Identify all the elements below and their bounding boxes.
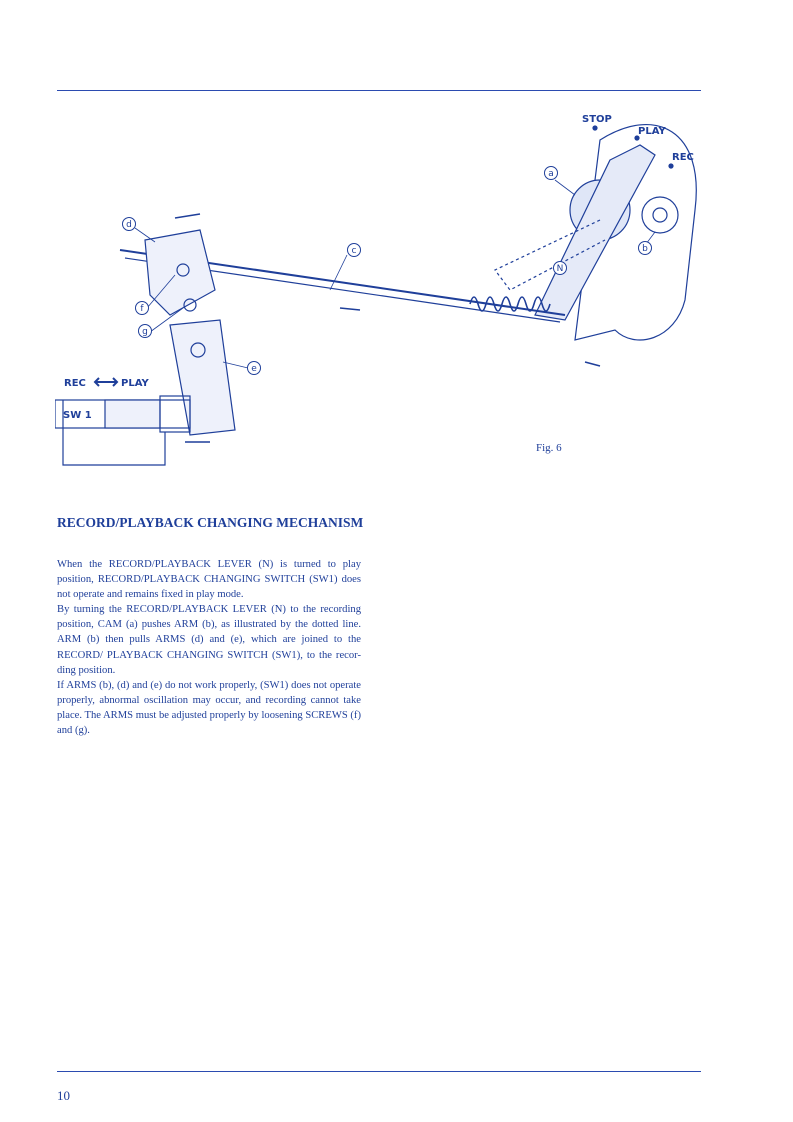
svg-text:d: d — [126, 220, 132, 230]
label-sw1: SW 1 — [63, 410, 92, 421]
paragraph: When the RECORD/PLAYBACK LEVER (N) is turned to play position, RECORD/PLAYBACK CHANGING SWITCH (SW1) does not operate and remains fixed in play mode. — [57, 559, 361, 601]
arm-e — [170, 320, 235, 435]
svg-text:N: N — [556, 264, 564, 274]
paragraph: By turning the RECORD/PLAYBACK LEVER (N) to the recording position, CAM (a) pushes ARM (b), as illustrated by the dotted line. ARM (b) then pulls ARMS (d) and (e), which are joined to the RECORD/ PLAYBACK CHANGING SWITCH (SW1), to the recor-ding position. — [57, 604, 361, 676]
section-title: RECORD/PLAYBACK CHANGING MECHANISM — [57, 515, 364, 530]
mechanism-diagram — [55, 100, 715, 480]
callout-b — [639, 242, 652, 255]
svg-text:a: a — [548, 169, 554, 179]
svg-text:g: g — [142, 327, 148, 337]
callout-n — [554, 262, 567, 275]
callout-g — [139, 325, 152, 338]
svg-text:c: c — [351, 246, 357, 256]
callout-d — [123, 218, 136, 231]
figure-caption: Fig. 6 — [536, 442, 562, 454]
pivot-b — [642, 197, 678, 233]
bottom-rule — [57, 1071, 701, 1072]
callout-e — [248, 362, 261, 375]
rec-play-arrow — [95, 378, 117, 386]
top-rule — [57, 90, 701, 91]
svg-text:e: e — [251, 364, 257, 374]
callout-c — [348, 244, 361, 257]
svg-text:b: b — [642, 244, 648, 254]
label-rec-left: REC — [64, 378, 86, 389]
label-play-left: PLAY — [121, 378, 149, 389]
label-play: PLAY — [638, 126, 666, 137]
page-number: 10 — [57, 1088, 70, 1103]
label-stop: STOP — [582, 114, 612, 125]
svg-text:f: f — [140, 304, 144, 314]
callout-a — [545, 167, 558, 180]
arm-d — [145, 230, 215, 315]
label-rec: REC — [672, 152, 694, 163]
callout-f — [136, 302, 149, 315]
body-text — [57, 557, 361, 738]
paragraph: If ARMS (b), (d) and (e) do not work properly, (SW1) does not operate properly, abnormal oscillation may occur, and recording cannot take place. The ARMS must be adjusted properly by loosening SCREWS (f) and (g). — [57, 679, 361, 737]
